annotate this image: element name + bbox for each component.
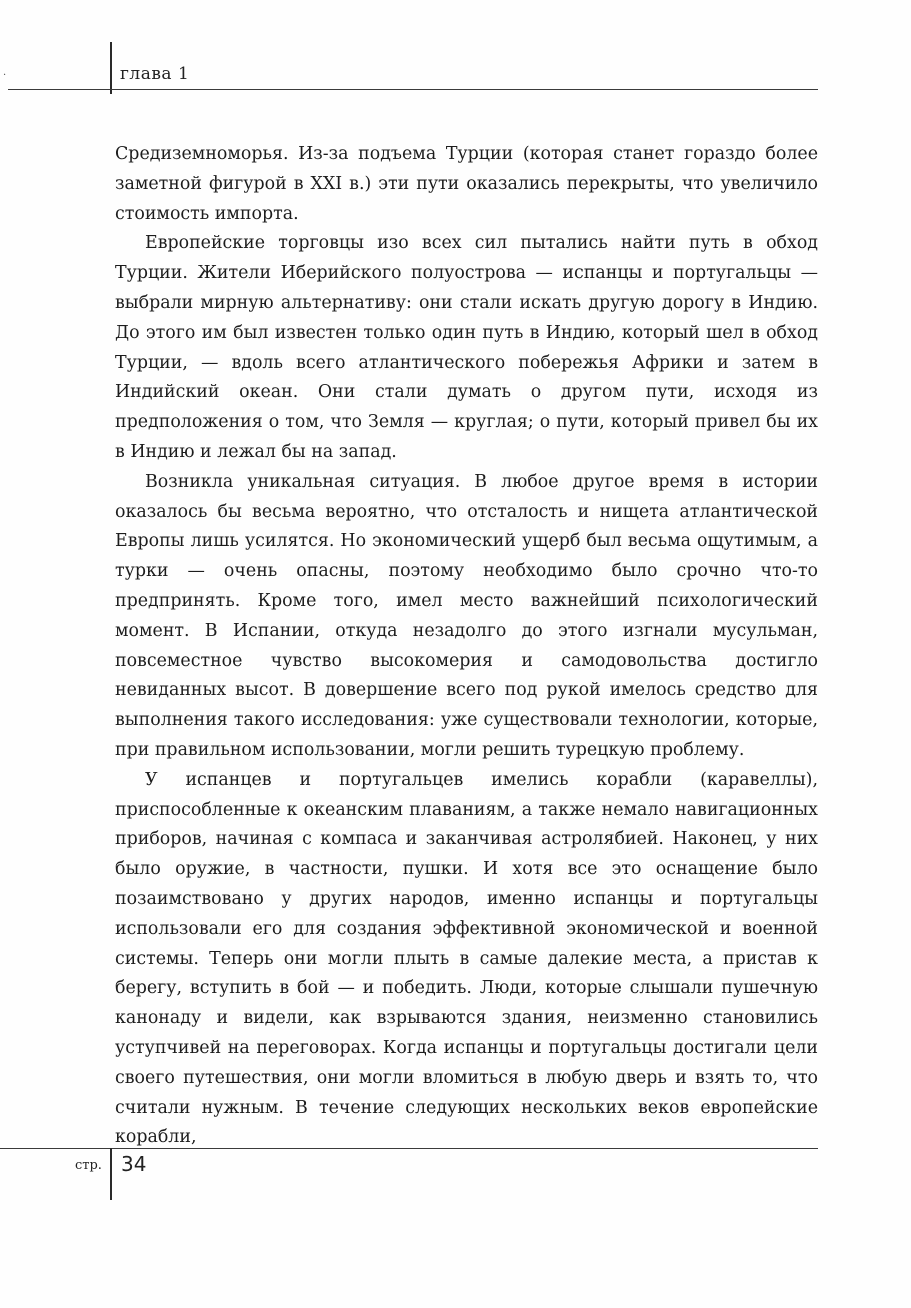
paragraph-4: У испанцев и португальцев имелись корабли (каравеллы), приспособленные к океанским плаваниям, а также немало навигационных приборов, начиная с компаса и заканчивая астролябией. Наконец, у них было оружие, в частности, пушки. И хотя все это оснащение было позаимствовано у других народов, именно испанцы и португальцы использовали его для создания эффективной экономической и военной системы. Теперь они могли плыть в самые далекие места, а пристав к берегу, вступить в бой — и победить. Люди, которые слышали пушечную канонаду и видели, как взрываются здания, неизменно становились уступчивей на переговорах. Когда испанцы и португальцы достигали цели своего путешествия, они могли вломиться в любую дверь и взять то, что считали нужным. В течение следующих нескольких веков европейские корабли,	[115, 769, 818, 1148]
paragraph-1: Средиземноморья. Из-за подъема Турции (которая станет гораздо более заметной фигурой в XXI в.) эти пути оказались перекрыты, что увеличило стоимость импорта.	[115, 144, 818, 224]
header-vertical-bar	[110, 42, 112, 94]
corner-tick: ·	[3, 70, 7, 81]
page-number: 34	[121, 1152, 147, 1176]
paragraph-3: Возникла уникальная ситуация. В любое другое время в истории оказалось бы весьма вероятно, что отсталость и нищета атлантической Европы лишь усилятся. Но экономический ущерб был весьма ощутимым, а турки — очень опасны, поэтому необходимо было срочно что-то предпринять. Кроме того, имел место важнейший психологический момент. В Испании, откуда незадолго до этого изгнали мусульман, повсеместное чувство высокомерия и самодовольства достигло невиданных высот. В довершение всего под рукой имелось средство для выполнения такого исследования: уже существовали технологии, которые, при правильном использовании, могли решить турецкую проблему.	[115, 471, 818, 760]
footer-rule	[0, 1148, 818, 1149]
body-text	[115, 140, 818, 1153]
footer-vertical-bar	[110, 1148, 112, 1200]
page-prefix: стр.	[75, 1158, 102, 1173]
paragraph-2: Европейские торговцы изо всех сил пытались найти путь в обход Турции. Жители Иберийского полуострова — испанцы и португальцы — выбрали мирную альтернативу: они стали искать другую дорогу в Индию. До этого им был известен только один путь в Индию, который шел в обход Турции, — вдоль всего атлантического побережья Африки и затем в Индийский океан. Они стали думать о другом пути, исходя из предположения о том, что Земля — круглая; о пути, который привел бы их в Индию и лежал бы на запад.	[115, 233, 818, 462]
chapter-label: глава 1	[120, 64, 190, 84]
header-rule	[8, 89, 818, 90]
